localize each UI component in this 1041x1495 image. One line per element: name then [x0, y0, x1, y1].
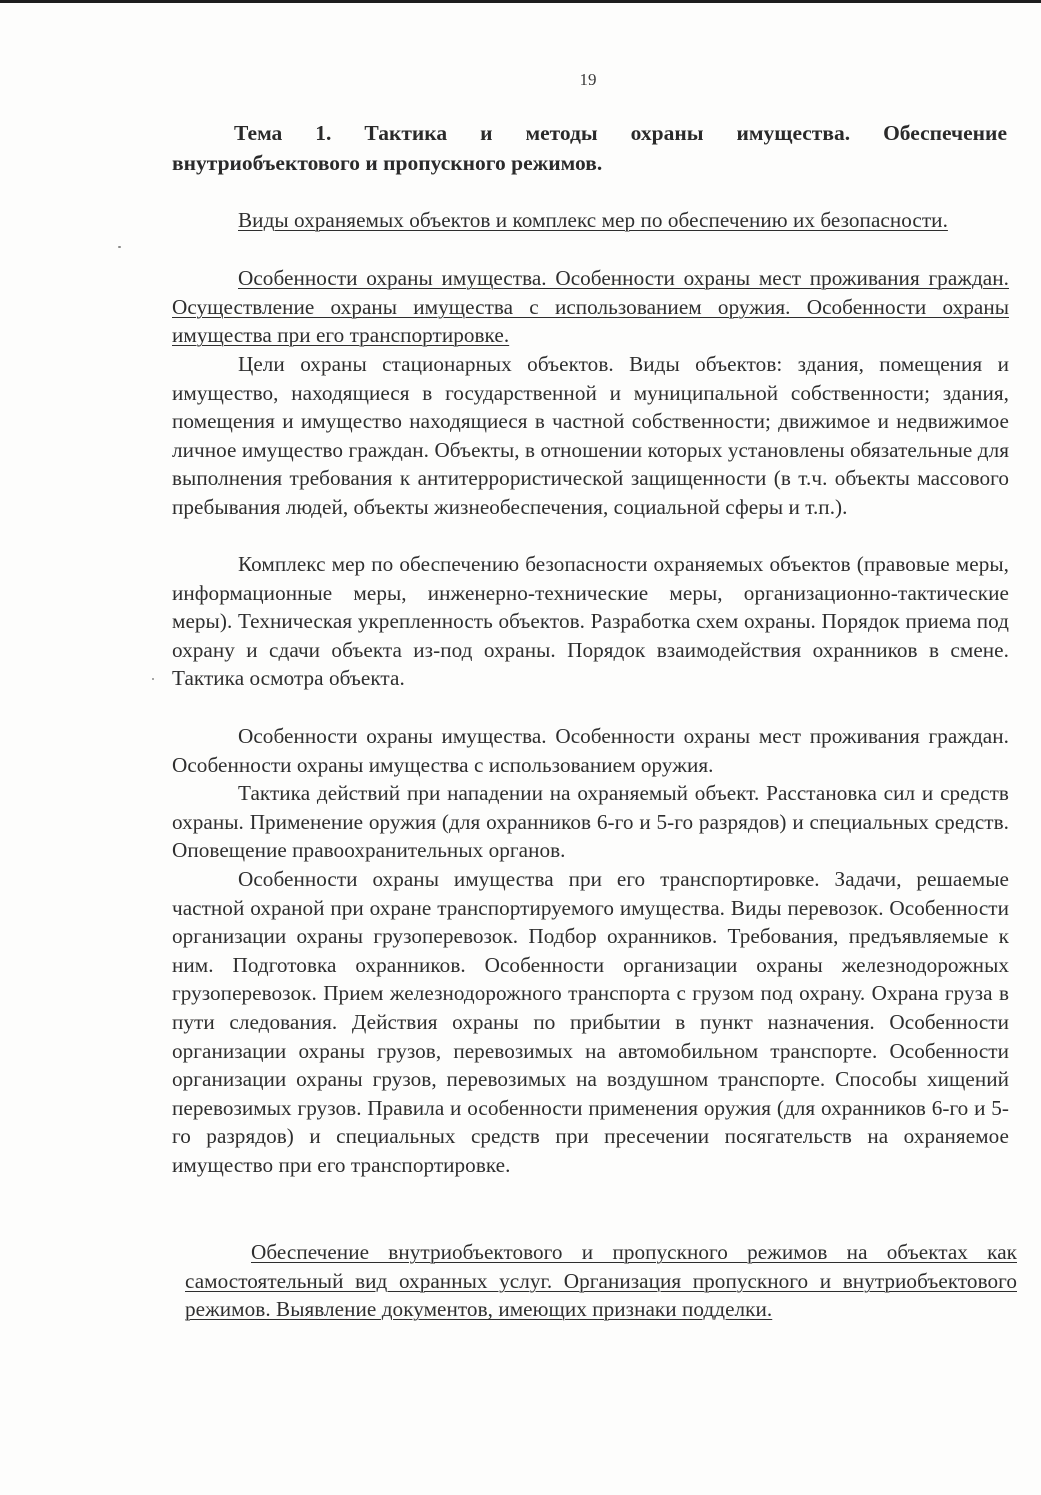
scan-speck — [118, 246, 121, 248]
paragraph-access-regime: Обеспечение внутриобъектового и пропускного режимов на объектах как самостоятельный вид охранных услуг. Организация пропускного и внутриобъектового режимов. Выявление документов, имеющих признаки подделки. — [185, 1240, 1017, 1322]
paragraph-object-types: Виды охраняемых объектов и комплекс мер по обеспечению их безопасности. — [238, 208, 948, 232]
topic-title: Тема 1. Тактика и методы охраны имущества. Обеспечение внутриобъектового и пропускного режимов. — [172, 121, 1007, 175]
scan-top-edge — [0, 0, 1041, 3]
page-number: 19 — [579, 70, 597, 89]
paragraph-attack-tactics: Тактика действий при нападении на охраняемый объект. Расстановка сил и средств охраны. Применение оружия (для охранников 6-го и 5-го разрядов) и специальных средств. Оповещение правоохранительных органов. — [172, 781, 1009, 863]
paragraph-stationary-objects: Цели охраны стационарных объектов. Виды объектов: здания, помещения и имущество, находящиеся в государственной и муниципальной собственности; здания, помещения и имущество находящиеся в частной собственности; движимое и недвижимое личное имущество граждан. Объекты, в отношении которых установлены обязательные для выполнения требования к антитеррористической защищенности (в т.ч. объекты массового пребывания людей, объекты жизнеобеспечения, социальной сферы и т.п.). — [172, 352, 1009, 519]
paragraph-protection-features: Особенности охраны имущества. Особенности охраны мест проживания граждан. Осуществление охраны имущества с использованием оружия. Особенности охраны имущества при его транспортировке. — [172, 266, 1009, 348]
paragraph-residence-protection: Особенности охраны имущества. Особенности охраны мест проживания граждан. Особенности охраны имущества с использованием оружия. — [172, 724, 1009, 777]
paragraph-security-measures: Комплекс мер по обеспечению безопасности охраняемых объектов (правовые меры, информационные меры, инженерно-технические меры, организационно-тактические меры). Техническая укрепленность объектов. Разработка схем охраны. Порядок приема под охрану и сдачи объекта из-под охраны. Порядок взаимодействия охранников в смене. Тактика осмотра объекта. — [172, 552, 1009, 691]
scan-speck — [152, 678, 154, 680]
paragraph-transport-protection: Особенности охраны имущества при его транспортировке. Задачи, решаемые частной охраной при охране транспортируемого имущества. Виды перевозок. Особенности организации охраны грузоперевозок. Подбор охранников. Требования, предъявляемые к ним. Подготовка охранников. Особенности организации охраны железнодорожных грузоперевозок. Прием железнодорожного транспорта с грузом под охрану. Охрана груза в пути следования. Действия охраны по прибытии в пункт назначения. Особенности организации охраны грузов, перевозимых на автомобильном транспорте. Особенности организации охраны грузов, перевозимых на воздушном транспорте. Способы хищений перевозимых грузов. Правила и особенности применения оружия (для охранников 6-го и 5-го разрядов) и специальных средств при пресечении посягательств на охраняемое имущество при его транспортировке. — [172, 867, 1009, 1177]
